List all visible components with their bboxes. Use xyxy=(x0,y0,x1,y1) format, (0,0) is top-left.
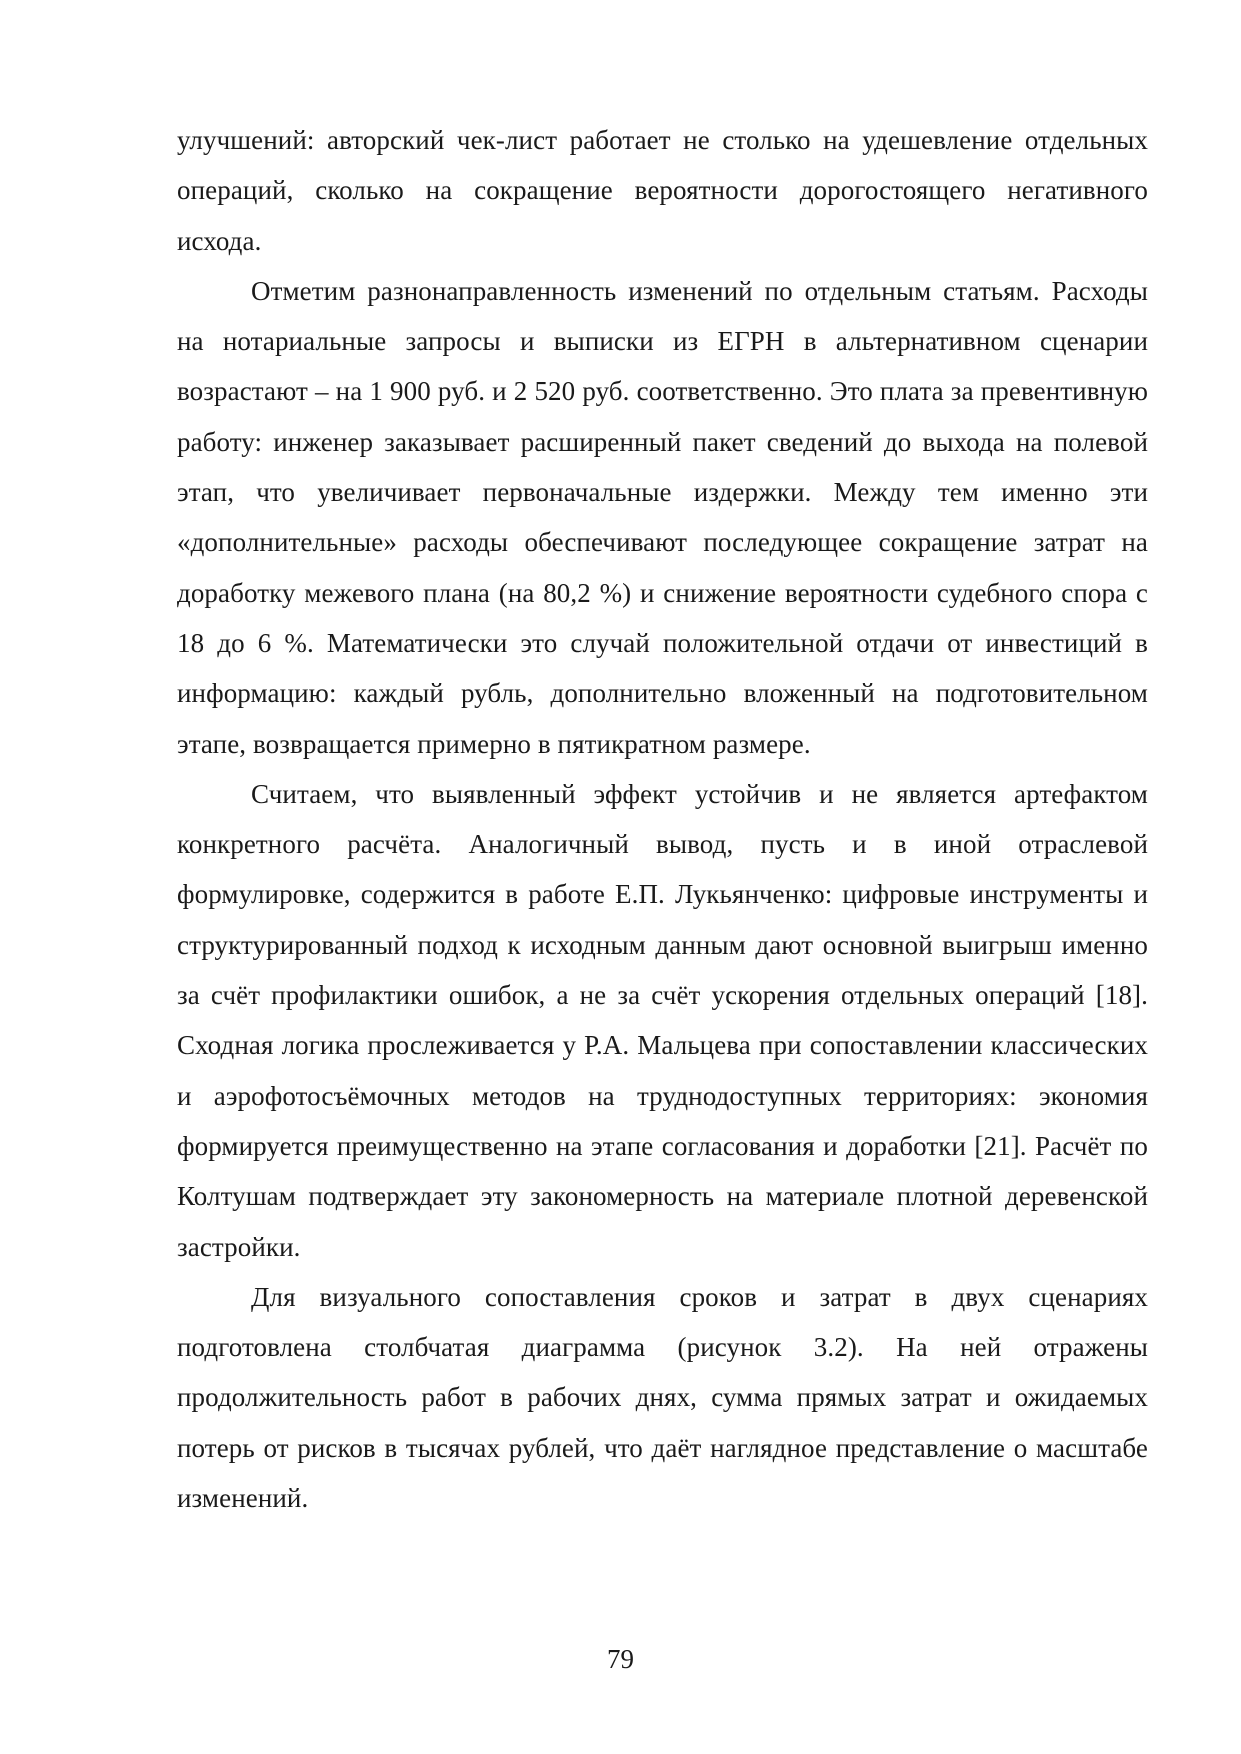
paragraph-1: улучшений: авторский чек-лист работает не столько на удешевление отдельных операций, сколько на сокращение вероятности дорогостоящего негативного исхода. xyxy=(177,125,1148,256)
page-number: 79 xyxy=(607,1644,634,1674)
document-body xyxy=(177,115,1148,1523)
paragraph-4: Для визуального сопоставления сроков и затрат в двух сценариях подготовлена столбчатая диаграмма (рисунок 3.2). На ней отражены продолжительность работ в рабочих днях, сумма прямых затрат и ожидаемых потерь от рисков в тысячах рублей, что даёт наглядное представление о масштабе изменений. xyxy=(177,1281,1148,1514)
paragraph-2: Отметим разнонаправленность изменений по отдельным статьям. Расходы на нотариальные запросы и выписки из ЕГРН в альтернативном сценарии возрастают – на 1 900 руб. и 2 520 руб. соответственно. Это плата за превентивную работу: инженер заказывает расширенный пакет сведений до выхода на полевой этап, что увеличивает первоначальные издержки. Между тем именно эти «дополнительные» расходы обеспечивают последующее сокращение затрат на доработку межевого плана (на 80,2 %) и снижение вероятности судебного спора с 18 до 6 %. Математически это случай положительной отдачи от инвестиций в информацию: каждый рубль, дополнительно вложенный на подготовительном этапе, возвращается примерно в пятикратном размере. xyxy=(177,275,1148,759)
paragraph-3: Считаем, что выявленный эффект устойчив и не является артефактом конкретного расчёта. Аналогичный вывод, пусть и в иной отраслевой формулировке, содержится в работе Е.П. Лукьянченко: цифровые инструменты и структурированный подход к исходным данным дают основной выигрыш именно за счёт профилактики ошибок, а не за счёт ускорения отдельных операций [18]. Сходная логика прослеживается у Р.А. Мальцева при сопоставлении классических и аэрофотосъёмочных методов на труднодоступных территориях: экономия формируется преимущественно на этапе согласования и доработки [21]. Расчёт по Колтушам подтверждает эту закономерность на материале плотной деревенской застройки. xyxy=(177,778,1148,1262)
